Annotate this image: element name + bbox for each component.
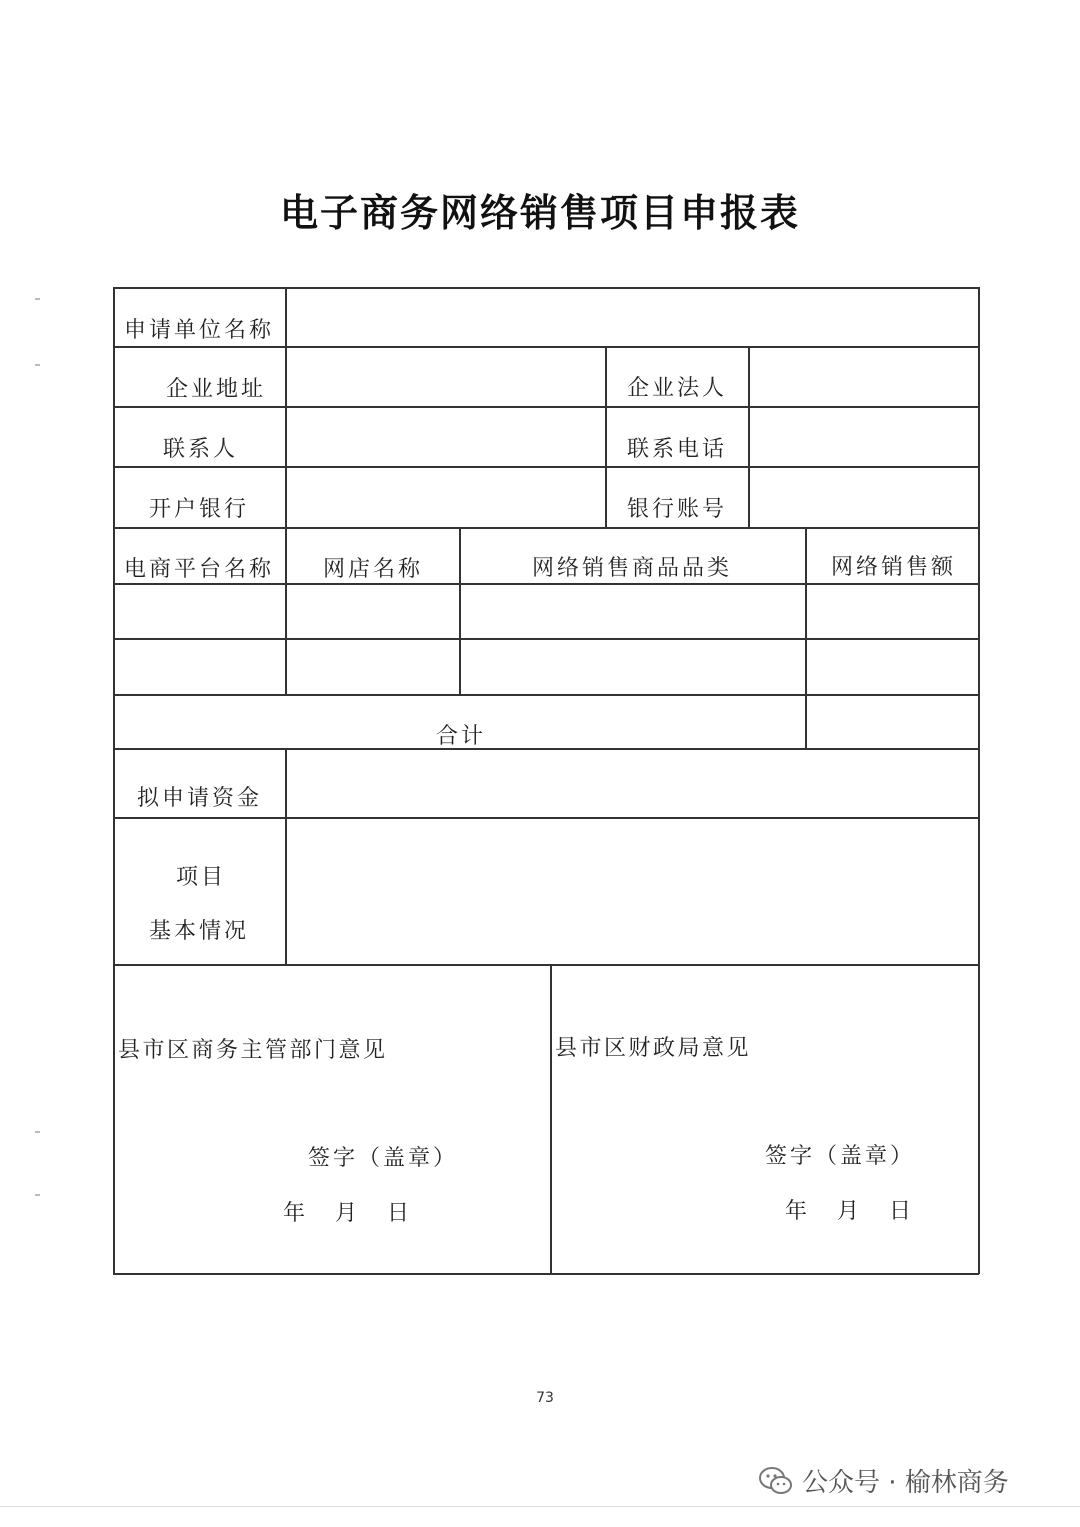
form-title: 电子商务网络销售项目申报表 xyxy=(279,191,800,235)
watermark-text: 公众号 · 榆林商务 xyxy=(802,1468,1009,1498)
applicant-label: 申请单位名称 xyxy=(124,318,275,343)
sales-amount-header: 网络销售额 xyxy=(831,555,957,580)
legal-person-field[interactable] xyxy=(750,348,977,405)
table-border-right xyxy=(978,287,980,1274)
address-field[interactable] xyxy=(287,348,604,405)
funds-label: 拟申请资金 xyxy=(137,786,263,811)
commerce-date-label: 年 月 日 xyxy=(283,1201,414,1226)
project-label-line2: 基本情况 xyxy=(149,919,250,944)
finance-opinion-label: 县市区财政局意见 xyxy=(555,1036,752,1061)
column-divider xyxy=(550,964,552,1273)
address-label: 企业地址 xyxy=(166,377,267,402)
scan-mark xyxy=(35,364,40,366)
table-border-left xyxy=(113,287,115,1274)
category-header: 网络销售商品品类 xyxy=(532,556,733,581)
account-field[interactable] xyxy=(750,468,977,526)
bank-label: 开户银行 xyxy=(149,497,250,522)
phone-field[interactable] xyxy=(750,408,977,465)
watermark xyxy=(758,1462,1009,1499)
platform-header: 电商平台名称 xyxy=(124,557,275,582)
commerce-opinion-label: 县市区商务主管部门意见 xyxy=(118,1038,388,1063)
finance-sign-label: 签字（盖章） xyxy=(765,1144,916,1169)
scan-mark xyxy=(35,298,40,300)
funds-field[interactable] xyxy=(287,750,977,816)
scan-mark xyxy=(35,1131,40,1133)
commerce-sign-label: 签字（盖章） xyxy=(308,1146,459,1171)
finance-date-label: 年 月 日 xyxy=(785,1199,916,1224)
column-divider xyxy=(459,527,461,695)
contact-field[interactable] xyxy=(287,408,604,465)
total-field[interactable] xyxy=(807,696,977,747)
wechat-icon xyxy=(758,1466,794,1496)
page-number: 73 xyxy=(536,1390,554,1406)
legal-person-label: 企业法人 xyxy=(627,376,728,401)
project-field[interactable] xyxy=(287,819,977,963)
scan-mark xyxy=(35,1194,40,1196)
project-label-line1: 项目 xyxy=(176,865,227,890)
row-divider xyxy=(113,583,979,585)
row-divider xyxy=(113,964,979,966)
account-label: 银行账号 xyxy=(627,497,728,522)
row-divider xyxy=(113,527,979,529)
table-border-bottom xyxy=(113,1273,979,1275)
phone-label: 联系电话 xyxy=(627,437,728,462)
contact-label: 联系人 xyxy=(163,437,239,462)
bank-field[interactable] xyxy=(287,468,604,526)
shop-header: 网店名称 xyxy=(323,557,424,582)
applicant-field[interactable] xyxy=(287,289,977,345)
page-bottom-edge xyxy=(0,1506,1080,1507)
row-divider xyxy=(113,638,979,640)
column-divider xyxy=(605,346,607,527)
total-label: 合计 xyxy=(436,724,487,749)
